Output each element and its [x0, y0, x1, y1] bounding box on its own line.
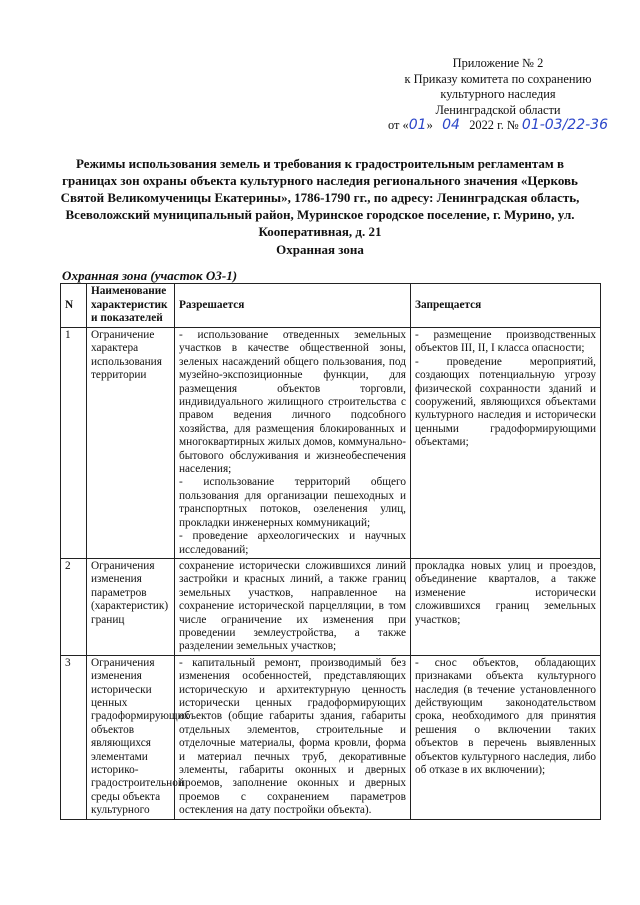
table-header-row: [61, 284, 601, 328]
section-heading: Охранная зона (участок ОЗ-1): [62, 268, 238, 283]
allowed-item: - использование отведенных земельных участков в качестве общественной зоны, зеленых насаждений общего пользования, под музейно-экспозиционные функции, для размещения объектов торговли, индивидуального жилищного строительства с правом ведения личного подсобного хозяйства, для размещения блокированных и многоквартирных жилых домов, коммунально-бытового обслуживания и жизнеобеспечения населения;: [179, 329, 406, 476]
appendix-region: Ленинградской области: [435, 102, 561, 117]
allowed-item: - капитальный ремонт, производимый без изменения особенностей, представляющих историческую и архитектурную ценность исторически ценных градоформирующих объектов (общие габариты здания, габариты отдельных элементов, строительные и отделочные материалы, форма кровли, форма и материал печных труб, декоративные элементы, габариты оконных и дверных проемов, заполнение оконных и дверных проемов с сохранением параметров остекления на дату постройки объекта).: [179, 656, 406, 817]
order-date-line: [378, 118, 618, 134]
table-row: [61, 655, 601, 819]
row-number: 3: [61, 655, 87, 819]
forbidden-item: - размещение производственных объектов III, II, I класса опасности;: [415, 329, 596, 355]
header-name: Наименование характеристик и показателей: [87, 284, 175, 328]
row-allowed: [175, 558, 411, 655]
forbidden-item: - проведение мероприятий, создающих потенциальную угрозу физической сохранности зданий и сооружений, являющихся объектами культурного наследия и исторически ценными градоформирующими объектами;: [415, 355, 596, 449]
appendix-title: Приложение № 2: [452, 56, 544, 70]
forbidden-item: прокладка новых улиц и проездов, объединение кварталов, а также изменение исторически сложившихся границ земельных участков;: [415, 559, 596, 626]
handwritten-day: 01: [408, 117, 427, 134]
appendix-order-ref: к Приказу комитета по сохранению: [404, 71, 592, 86]
document-title: Режимы использования земель и требования к градостроительным регламентам в границах зон охраны объекта культурного наследия регионального значения «Церковь Святой Великомученицы Екатерины», 1786-1790 гг., по адресу: Ленинградская область, Всеволожский муниципальный район, Муринское городское поселение, г. Мурино, ул. Кооперативная, д. 21: [60, 156, 580, 239]
row-forbidden: [411, 655, 601, 819]
date-mid: »: [426, 118, 433, 133]
row-forbidden: [411, 328, 601, 559]
row-allowed: [175, 655, 411, 819]
zone-heading: Охранная зона: [276, 242, 364, 257]
table-row: [61, 328, 601, 559]
forbidden-item: - снос объектов, обладающих признаками объекта культурного наследия (в течение установленного действующим законодательством срока, необходимого для принятия решения о включении таких объектов в перечень выявленных объектов культурного наследия, либо об отказе в их включении);: [415, 656, 596, 776]
row-number: 1: [61, 328, 87, 559]
row-allowed: [175, 328, 411, 559]
header-forbidden: Запрещается: [411, 284, 601, 328]
table-row: [61, 558, 601, 655]
allowed-item: - использование территорий общего пользования для организации пешеходных и транспортных потоков, озеленения улиц, прокладки инженерных коммуникаций;: [179, 476, 406, 529]
row-name: Ограничения изменения параметров (характеристик) границ: [87, 558, 175, 655]
handwritten-order-number: 01-03/22-36: [521, 117, 608, 134]
allowed-item: сохранение исторически сложившихся линий застройки и красных линий, а также границ земельных участков, направленное на сохранение исторической парцелляции, в том числе ограничение их изменения при проведении землеустройства, а также разделении земельных участков;: [179, 559, 406, 653]
appendix-block: [378, 56, 618, 134]
appendix-committee: культурного наследия: [440, 87, 556, 102]
allowed-item: - проведение археологических и научных исследований;: [179, 530, 406, 556]
date-prefix: от «: [388, 118, 409, 133]
header-allowed: Разрешается: [175, 284, 411, 328]
date-year: 2022 г. №: [469, 118, 519, 133]
header-number: N: [61, 284, 87, 328]
row-number: 2: [61, 558, 87, 655]
regime-table: [60, 283, 601, 820]
handwritten-month: 04: [442, 117, 460, 134]
row-name: Ограничения изменения исторически ценных градоформирующих объектов являющихся элементами историко-градостроительной среды объекта культурного: [87, 655, 175, 819]
row-name: Ограничение характера использования территории: [87, 328, 175, 559]
row-forbidden: [411, 558, 601, 655]
